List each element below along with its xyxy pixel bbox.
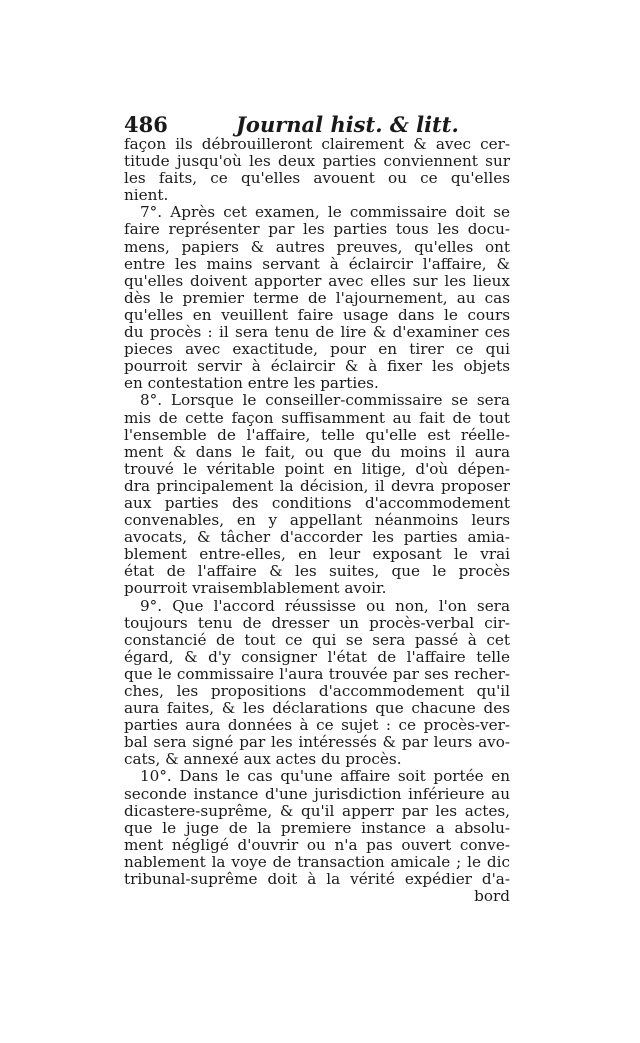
text-line: égard, & d'y consigner l'état de l'affaire telle	[124, 648, 510, 666]
body-text	[124, 136, 510, 905]
text-line: façon ils débrouilleront clairement & avec cer-	[124, 136, 510, 153]
page-number: 486	[124, 112, 168, 137]
text-line: dra principalement la décision, il devra proposer	[124, 477, 510, 495]
text-line: dicastere-suprême, & qu'il apperr par les actes,	[124, 802, 510, 820]
text-line: ment & dans le fait, ou que du moins il aura	[124, 443, 510, 461]
text-line: dès le premier terme de l'ajournement, au cas	[124, 289, 510, 307]
page-header	[124, 112, 514, 138]
text-line: mens, papiers & autres preuves, qu'elles ont	[124, 238, 510, 256]
text-line: 9°. Que l'accord réussisse ou non, l'on sera	[140, 597, 510, 615]
text-line: aura faites, & les déclarations que chacune des	[124, 700, 510, 718]
text-line: état de l'affaire & les suites, que le procès	[124, 563, 510, 581]
text-line: bal sera signé par les intéressés & par leurs avo-	[124, 734, 510, 752]
text-line: convenables, en y appellant néanmoins leurs	[124, 512, 510, 530]
text-line: l'ensemble de l'affaire, telle qu'elle est réelle-	[124, 426, 510, 444]
text-line: pieces avec exactitude, pour en tirer ce qui	[124, 341, 510, 359]
text-line: 8°. Lorsque le conseiller-commissaire se sera	[140, 392, 510, 410]
text-line: qu'elles doivent apporter avec elles sur les lieux	[124, 272, 510, 290]
text-line: tribunal-suprême doit à la vérité expédier d'a-	[124, 871, 510, 889]
text-line: qu'elles en veuillent faire usage dans le cours	[124, 306, 510, 324]
text-line: les faits, ce qu'elles avouent ou ce qu'elles	[124, 170, 510, 188]
text-line: ches, les propositions d'accommodement qu'il	[124, 683, 510, 700]
text-line: du procès : il sera tenu de lire & d'examiner ces	[124, 324, 510, 342]
text-line: nient.	[124, 187, 169, 205]
text-line: trouvé le véritable point en litige, d'où dépen-	[124, 460, 510, 478]
text-line: faire représenter par les parties tous les docu-	[124, 221, 510, 239]
text-line: mis de cette façon suffisamment au fait de tout	[124, 409, 510, 427]
text-line: toujours tenu de dresser un procès-verbal cir-	[124, 614, 510, 632]
text-line: entre les mains servant à éclaircir l'affaire, &	[124, 255, 510, 273]
text-line: cats, & annexé aux actes du procès.	[124, 751, 402, 769]
text-line: 7°. Après cet examen, le commissaire doit se	[140, 204, 510, 222]
text-line: constancié de tout ce qui se sera passé à cet	[124, 631, 510, 649]
text-line: 10°. Dans le cas qu'une affaire soit portée en	[140, 768, 510, 786]
text-line: blement entre-elles, en leur exposant le vrai	[124, 546, 510, 564]
text-line: que le juge de la premiere instance a absolu-	[124, 819, 510, 837]
text-line: pourroit vraisemblablement avoir.	[124, 580, 387, 598]
catchword: bord	[474, 888, 510, 906]
text-line: seconde instance d'une jurisdiction inférieure au	[124, 785, 510, 803]
text-line: aux parties des conditions d'accommodement	[124, 494, 510, 512]
text-line: nablement la voye de transaction amicale ; le dic	[124, 853, 510, 871]
text-line: pourroit servir à éclaircir & à fixer les objets	[124, 358, 510, 376]
running-head: Journal hist. & litt.	[236, 112, 459, 137]
text-line: en contestation entre les parties.	[124, 375, 379, 393]
text-line: parties aura données à ce sujet : ce procès-ver-	[124, 717, 510, 735]
text-line: ment négligé d'ouvrir ou n'a pas ouvert conve-	[124, 836, 510, 854]
text-line: titude jusqu'où les deux parties conviennent sur	[124, 153, 510, 171]
text-line: avocats, & tâcher d'accorder les parties amia-	[124, 529, 510, 547]
text-line: que le commissaire l'aura trouvée par ses recher-	[124, 665, 510, 683]
